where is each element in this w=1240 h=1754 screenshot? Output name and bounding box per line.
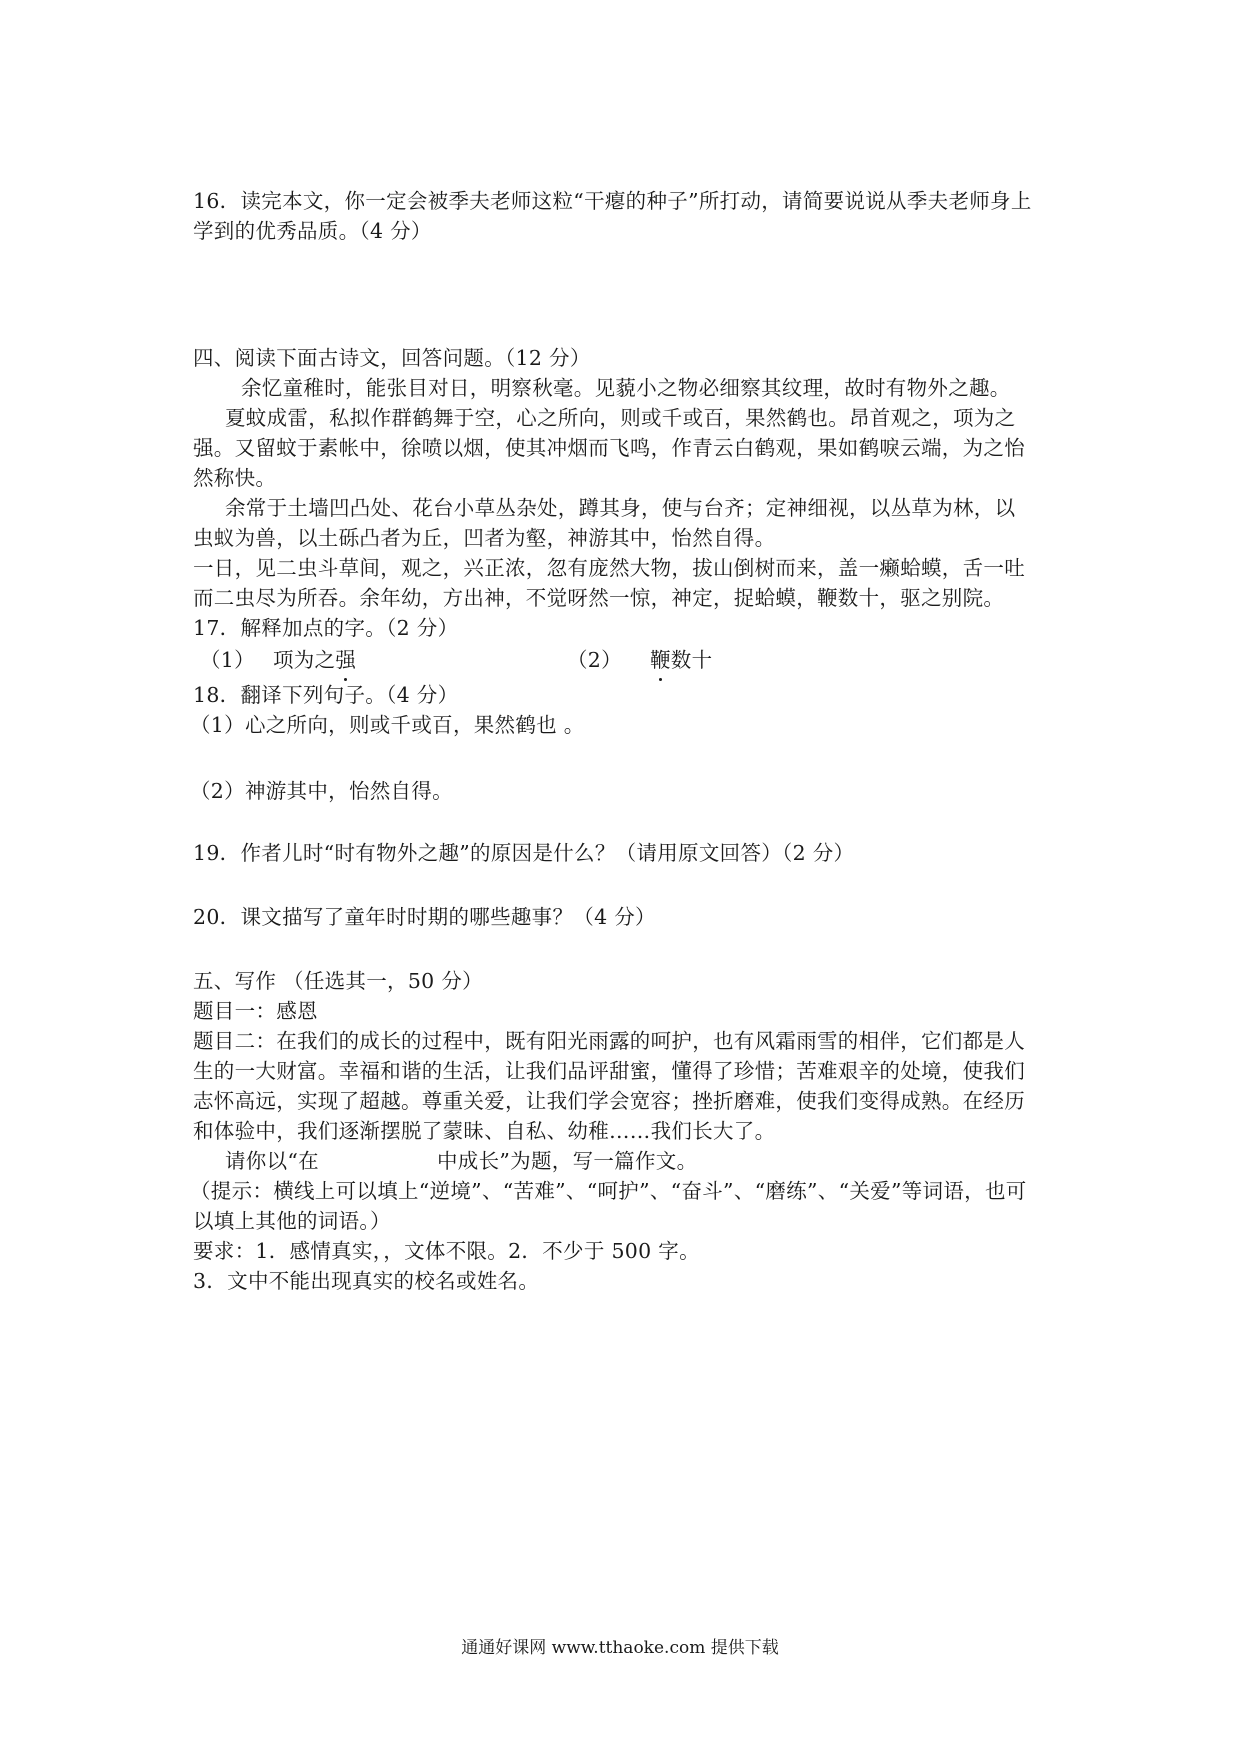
q17-item-2	[567, 645, 712, 675]
passage-paragraph-1: 余忆童稚时，能张目对日，明察秋毫。见藐小之物必细察其纹理，故时有物外之趣。	[241, 376, 1011, 400]
q18-item-2: （2）神游其中，怡然自得。	[190, 779, 453, 803]
writing-hint-line-1: （提示：横线上可以填上“逆境”、“苦难”、“呵护”、“奋斗”、“磨练”、“关爱”等词语，也可	[190, 1179, 1027, 1203]
q18-title: 18．翻译下列句子。（4 分）	[193, 683, 459, 707]
passage-paragraph-2-line-3: 然称快。	[193, 466, 277, 490]
q20-title: 20．课文描写了童年时时期的哪些趣事？（4 分）	[193, 905, 656, 929]
passage-paragraph-4-line-1: 一日，见二虫斗草间，观之，兴正浓，忽有庞然大物，拔山倒树而来，盖一癞蛤蟆，舌一吐	[193, 556, 1025, 580]
writing-topic-1: 题目一：感恩	[193, 999, 318, 1023]
q17-title: 17．解释加点的字。（2 分）	[193, 616, 459, 640]
writing-topic-2-line-1: 题目二：在我们的成长的过程中，既有阳光雨露的呵护，也有风霜雨雪的相伴，它们都是人	[193, 1029, 1025, 1053]
q17-item-1-dotted-char: 强	[335, 645, 356, 675]
writing-prompt-suffix: 中成长”为题，写一篇作文。	[436, 1149, 698, 1173]
q19-title: 19．作者儿时“时有物外之趣”的原因是什么？（请用原文回答）（2 分）	[193, 841, 855, 865]
q17-item-1	[200, 645, 356, 675]
section5-heading: 五、写作 （任选其一，50 分）	[193, 969, 483, 993]
writing-prompt-prefix: 请你以“在	[225, 1149, 319, 1173]
q17-item-1-text: 项为之	[272, 648, 336, 672]
q17-item-1-number: （1）	[200, 648, 255, 672]
writing-prompt	[225, 1146, 697, 1176]
writing-requirements-line-1: 要求：1．感情真实，，文体不限。2．不少于 500 字。	[193, 1239, 700, 1263]
q16-line-2: 学到的优秀品质。（4 分）	[193, 219, 432, 243]
q17-item-2-dotted-char: 鞭	[650, 645, 671, 675]
writing-topic-2-line-3: 志怀高远，实现了超越。尊重关爱，让我们学会宽容；挫折磨难，使我们变得成熟。在经历	[193, 1089, 1025, 1113]
writing-hint-line-2: 以填上其他的词语。）	[193, 1209, 391, 1233]
q17-item-2-number: （2）	[567, 648, 622, 672]
writing-topic-2-line-4: 和体验中，我们逐渐摆脱了蒙昧、自私、幼稚……我们长大了。	[193, 1119, 776, 1143]
passage-paragraph-2-line-2: 强。又留蚊于素帐中，徐喷以烟，使其冲烟而飞鸣，作青云白鹤观，果如鹤唳云端，为之怡	[193, 436, 1025, 460]
q18-item-1: （1）心之所向，则或千或百，果然鹤也 。	[190, 713, 585, 737]
writing-topic-2-line-2: 生的一大财富。幸福和谐的生活，让我们品评甜蜜，懂得了珍惜；苦难艰辛的处境，使我们	[193, 1059, 1025, 1083]
passage-paragraph-2-line-1: 夏蚊成雷，私拟作群鹤舞于空，心之所向，则或千或百，果然鹤也。昂首观之，项为之	[225, 406, 1016, 430]
q17-item-2-text: 数十	[670, 648, 713, 672]
passage-paragraph-3-line-1: 余常于土墙凹凸处、花台小草丛杂处，蹲其身，使与台齐；定神细视，以丛草为林，以	[225, 496, 1016, 520]
passage-paragraph-4-line-2: 而二虫尽为所吞。余年幼，方出神，不觉呀然一惊，神定，捉蛤蟆，鞭数十，驱之别院。	[193, 586, 1005, 610]
passage-paragraph-3-line-2: 虫蚁为兽，以土砾凸者为丘，凹者为壑，神游其中，怡然自得。	[193, 526, 776, 550]
q16-line-1: 16．读完本文，你一定会被季夫老师这粒“干瘪的种子”所打动，请简要说说从季夫老师身上	[193, 189, 1032, 213]
page-footer: 通通好课网 www.tthaoke.com 提供下载	[461, 1638, 779, 1658]
writing-requirements-line-2: 3．文中不能出现真实的校名或姓名。	[193, 1269, 540, 1293]
section4-heading: 四、阅读下面古诗文，回答问题。（12 分）	[193, 346, 591, 370]
